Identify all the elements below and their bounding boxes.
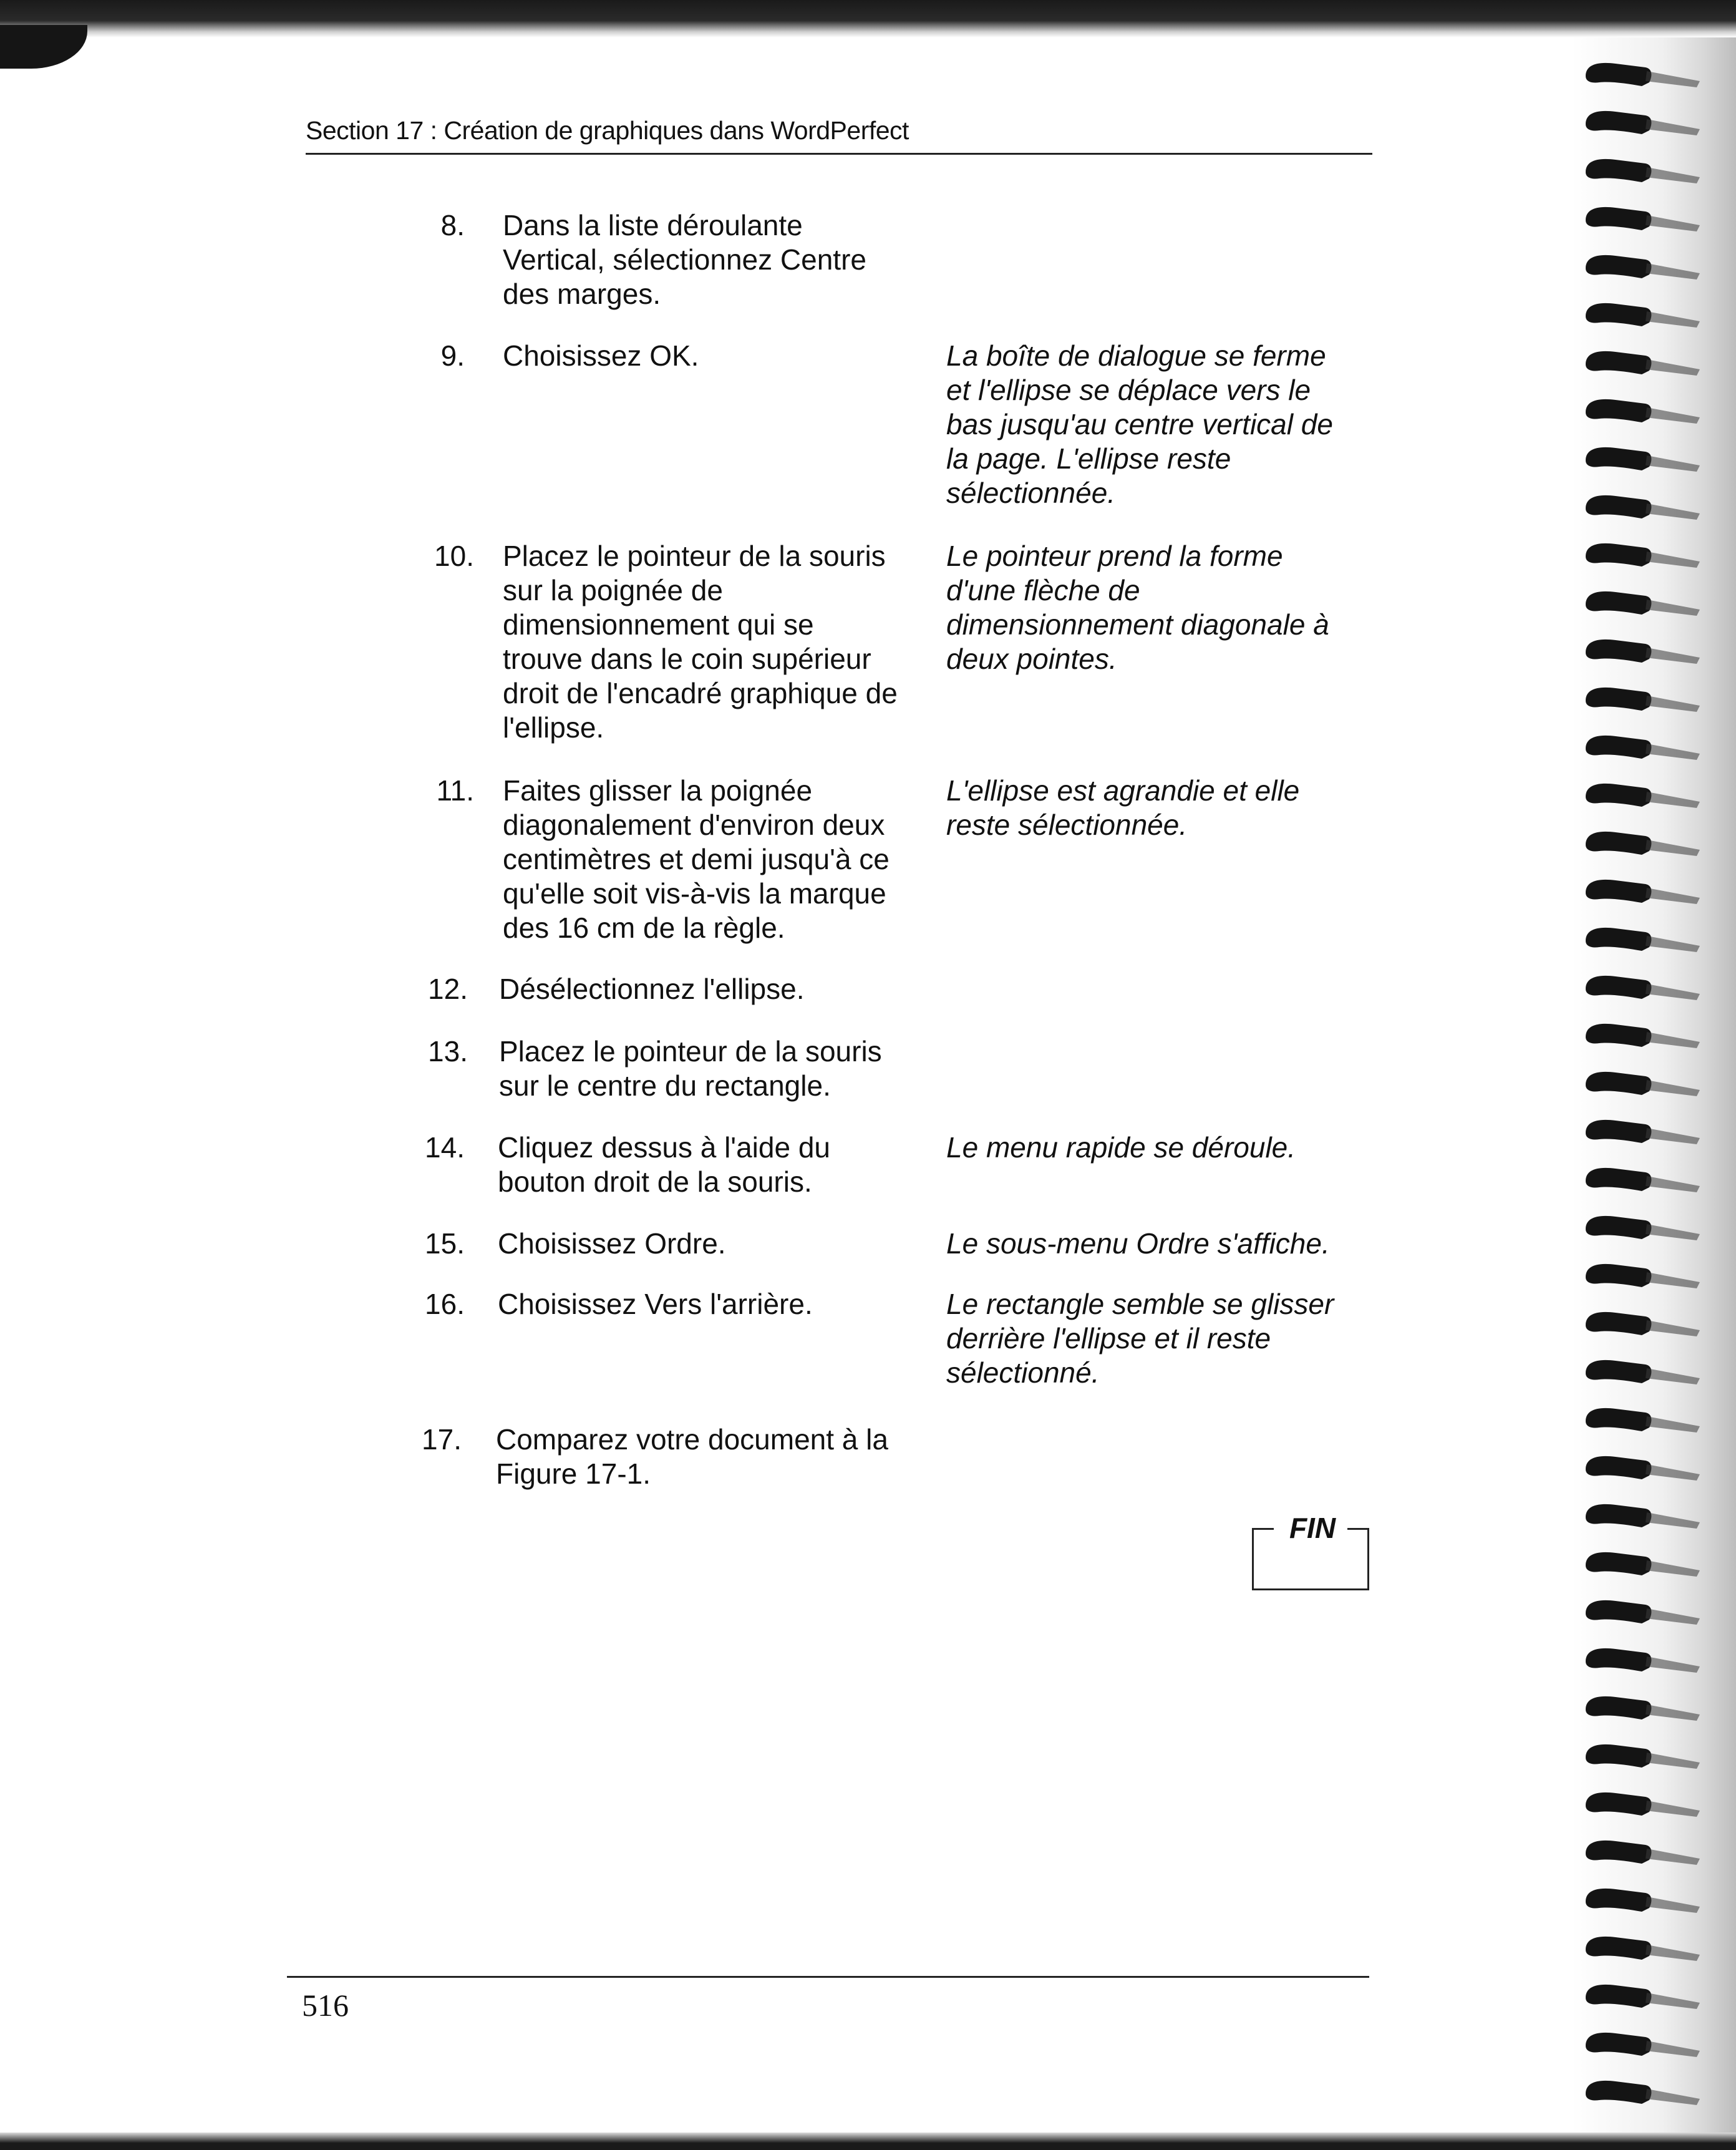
binding-coil bbox=[1586, 1408, 1700, 1433]
step-number: 15. bbox=[425, 1227, 465, 1260]
binding-coil bbox=[1586, 351, 1700, 376]
binding-coil bbox=[1586, 784, 1700, 808]
binding-coil bbox=[1586, 111, 1700, 135]
binding-coil bbox=[1586, 736, 1700, 760]
binding-coil bbox=[1586, 543, 1700, 568]
binding-coil bbox=[1586, 1264, 1700, 1288]
step-result: L'ellipse est agrandie et elle reste sélectionnée. bbox=[946, 774, 1300, 841]
scan-border-bottom bbox=[0, 2133, 1736, 2150]
step-number: 16. bbox=[425, 1288, 465, 1320]
binding-coil bbox=[1586, 1600, 1700, 1625]
binding-coil bbox=[1586, 399, 1700, 424]
binding-coil bbox=[1586, 1889, 1700, 1913]
step-instruction: Comparez votre document à la Figure 17-1. bbox=[496, 1423, 888, 1490]
step-instruction: Dans la liste déroulante Vertical, sélectionnez Centre des marges. bbox=[503, 209, 866, 310]
step-result: Le sous-menu Ordre s'affiche. bbox=[946, 1227, 1330, 1260]
binding-coil bbox=[1586, 1744, 1700, 1769]
step-instruction: Placez le pointeur de la souris sur la poignée de dimensionnement qui se trouve dans le coin supérieur droit de l'encadré graphique de l'ellipse. bbox=[503, 540, 898, 744]
step-number: 10. bbox=[434, 540, 474, 572]
binding-coil bbox=[1586, 1504, 1700, 1529]
binding-coil bbox=[1586, 928, 1700, 952]
step-instruction: Choisissez Ordre. bbox=[498, 1227, 726, 1260]
binding-coil bbox=[1586, 832, 1700, 856]
binding-coil bbox=[1586, 1456, 1700, 1481]
spiral-binding bbox=[1572, 37, 1736, 2133]
step-instruction: Désélectionnez l'ellipse. bbox=[499, 973, 805, 1005]
binding-coil bbox=[1586, 207, 1700, 231]
spiral-binding-coils bbox=[1572, 37, 1736, 2133]
step-instruction: Placez le pointeur de la souris sur le centre du rectangle. bbox=[499, 1035, 882, 1102]
binding-coil bbox=[1586, 447, 1700, 472]
step-result: Le menu rapide se déroule. bbox=[946, 1131, 1296, 1164]
step-number: 11. bbox=[436, 774, 474, 807]
binding-coil bbox=[1586, 880, 1700, 904]
binding-coil bbox=[1586, 1312, 1700, 1336]
binding-coil bbox=[1586, 688, 1700, 712]
step-result: La boîte de dialogue se ferme et l'ellipse se déplace vers le bas jusqu'au centre vertical de la page. L'ellipse reste sélectionnée. bbox=[946, 339, 1333, 509]
binding-coil bbox=[1586, 1216, 1700, 1240]
step-number: 8. bbox=[440, 209, 465, 241]
scan-border-corner bbox=[0, 25, 87, 69]
page-number: 516 bbox=[302, 1988, 349, 2023]
binding-coil bbox=[1586, 495, 1700, 520]
step-instruction: Choisissez OK. bbox=[503, 339, 699, 372]
binding-coil bbox=[1586, 2033, 1700, 2057]
step-result: Le rectangle semble se glisser derrière l'ellipse et il reste sélectionné. bbox=[946, 1288, 1334, 1389]
step-number: 13. bbox=[428, 1035, 468, 1068]
step-instruction: Cliquez dessus à l'aide du bouton droit de la souris. bbox=[498, 1131, 830, 1198]
step-result: Le pointeur prend la forme d'une flèche de dimensionnement diagonale à deux pointes. bbox=[946, 540, 1329, 675]
binding-coil bbox=[1586, 1696, 1700, 1721]
binding-coil bbox=[1586, 976, 1700, 1000]
binding-coil bbox=[1586, 1168, 1700, 1192]
binding-coil bbox=[1586, 1648, 1700, 1673]
binding-coil bbox=[1586, 2081, 1700, 2105]
step-number: 12. bbox=[428, 973, 468, 1005]
binding-coil bbox=[1586, 1937, 1700, 1961]
binding-coil bbox=[1586, 1841, 1700, 1865]
end-marker-label: FIN bbox=[1279, 1512, 1346, 1544]
binding-coil bbox=[1586, 1024, 1700, 1048]
step-number: 9. bbox=[440, 339, 465, 372]
binding-coil bbox=[1586, 1072, 1700, 1096]
binding-coil bbox=[1586, 591, 1700, 616]
step-number: 17. bbox=[422, 1423, 462, 1456]
binding-coil bbox=[1586, 63, 1700, 87]
header-rule bbox=[306, 153, 1372, 155]
binding-coil bbox=[1586, 303, 1700, 328]
binding-coil bbox=[1586, 159, 1700, 183]
binding-coil bbox=[1586, 1792, 1700, 1817]
binding-coil bbox=[1586, 1120, 1700, 1144]
step-instruction: Faites glisser la poignée diagonalement d'environ deux centimètres et demi jusqu'à ce qu'elle soit vis-à-vis la marque des 16 cm de la règle. bbox=[503, 774, 890, 944]
binding-coil bbox=[1586, 640, 1700, 664]
footer-rule bbox=[287, 1976, 1369, 1978]
binding-coil bbox=[1586, 255, 1700, 280]
step-instruction: Choisissez Vers l'arrière. bbox=[498, 1288, 813, 1320]
step-number: 14. bbox=[425, 1131, 465, 1164]
section-header: Section 17 : Création de graphiques dans WordPerfect bbox=[306, 116, 909, 145]
binding-coil bbox=[1586, 1360, 1700, 1384]
binding-coil bbox=[1586, 1985, 1700, 2009]
binding-coil bbox=[1586, 1552, 1700, 1577]
end-marker-box bbox=[1252, 1512, 1369, 1590]
scan-border-top bbox=[0, 0, 1736, 37]
